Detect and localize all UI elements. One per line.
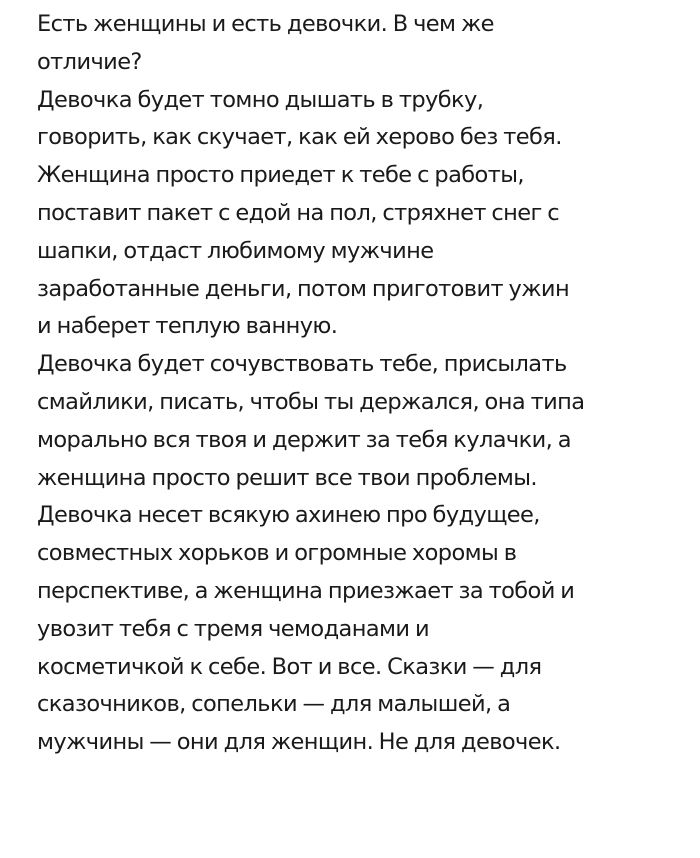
text-line: отличие? <box>37 48 142 75</box>
text-line: заработанные деньги, потом приготовит ужин <box>37 275 570 302</box>
text-line: косметичкой к себе. Вот и все. Сказки — для <box>37 653 542 680</box>
text-line: морально вся твоя и держит за тебя кулачки, а <box>37 426 571 453</box>
text-line: сказочников, сопельки — для малышей, а <box>37 691 511 718</box>
post-text <box>37 6 687 762</box>
text-line: увозит тебя с тремя чемоданами и <box>37 615 430 642</box>
text-line: мужчины — они для женщин. Не для девочек. <box>37 729 561 756</box>
text-line: и наберет теплую ванную. <box>37 313 338 340</box>
text-line: перспективе, а женщина приезжает за тобой и <box>37 577 575 604</box>
text-line: Девочка несет всякую ахинею про будущее, <box>37 502 540 529</box>
text-line: поставит пакет с едой на пол, стряхнет снег с <box>37 199 560 226</box>
text-line: шапки, отдаст любимому мужчине <box>37 237 434 264</box>
text-line: Женщина просто приедет к тебе с работы, <box>37 162 524 189</box>
text-line: смайлики, писать, чтобы ты держался, она типа <box>37 388 585 415</box>
text-line: женщина просто решит все твои проблемы. <box>37 464 537 491</box>
text-line: совместных хорьков и огромные хоромы в <box>37 540 517 567</box>
text-line: Девочка будет сочувствовать тебе, присылать <box>37 351 567 378</box>
text-line: говорить, как скучает, как ей херово без тебя. <box>37 124 562 151</box>
text-line: Есть женщины и есть девочки. В чем же <box>37 11 494 37</box>
text-line: Девочка будет томно дышать в трубку, <box>37 86 484 113</box>
